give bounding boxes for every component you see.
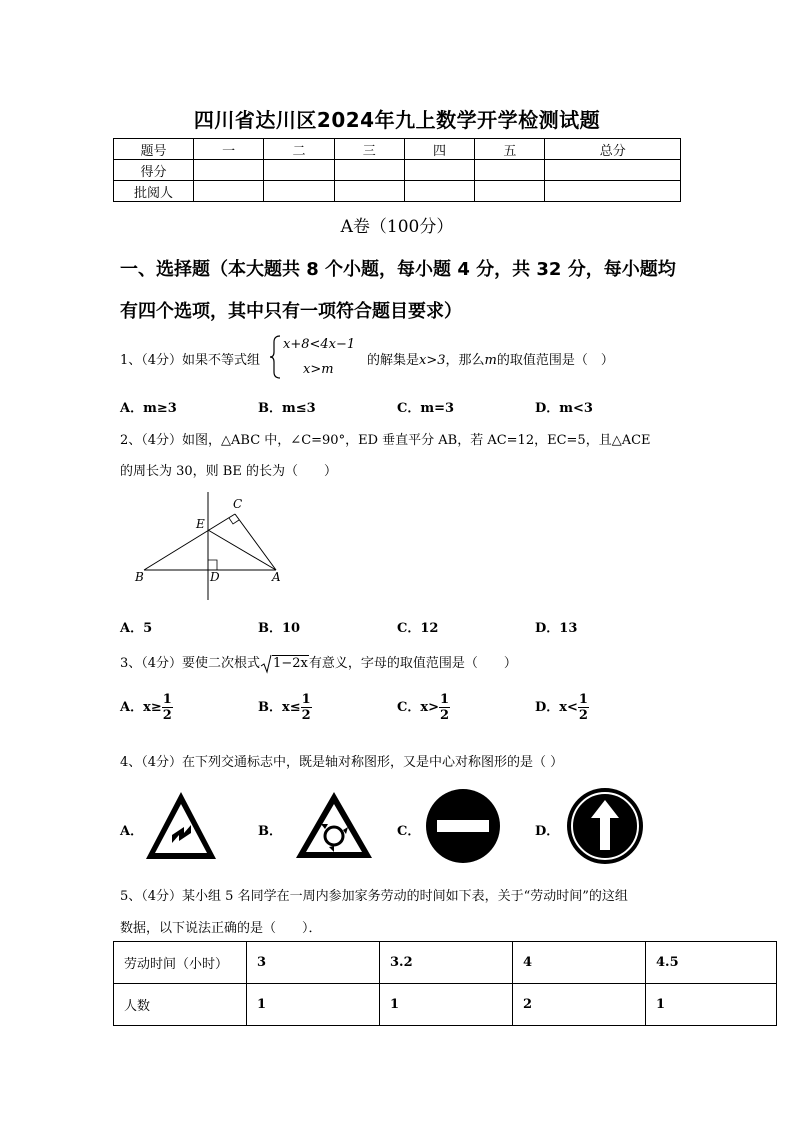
table-cell: 劳动时间（小时） [114,942,247,984]
question-5-line2: 数据，以下说法正确的是（ ）． [120,921,322,936]
table-cell: 3 [247,942,380,984]
no-entry-sign-icon [425,788,501,864]
question-5-line1: 5、（4分）某小组 5 名同学在一周内参加家务劳动的时间如下表，关于“劳动时间”的这组 [120,889,628,904]
table-cell: 二 [264,139,334,160]
table-cell: 人数 [114,984,247,1026]
table-cell: 一 [194,139,264,160]
labor-time-table [113,941,777,1026]
table-cell: 4.5 [646,942,777,984]
table-row [114,942,777,984]
table-cell: 四 [404,139,474,160]
table-row [114,160,681,181]
table-cell: 3.2 [380,942,513,984]
table-cell: 2 [513,984,646,1026]
table-row [114,181,681,202]
label-c: C [233,497,243,511]
q1-option-c[interactable]: C．m=3 [397,401,455,416]
label-a: A [272,570,281,584]
q3-option-a[interactable]: A．x≥ $\frac{1}{2}$ [120,692,172,723]
q2-option-c[interactable]: C．12 [397,621,439,636]
table-cell: 1 [247,984,380,1026]
table-cell: 得分 [114,160,194,181]
system-line-2: x>m [303,362,334,377]
roundabout-sign-icon [294,790,374,862]
table-cell: 总分 [545,139,681,160]
question-2-line2: 的周长为 30，则 BE 的长为（ ） [120,464,337,479]
table-cell: 题号 [114,139,194,160]
system-line-1: x+8<4x−1 [283,337,356,352]
question-3: 3、（4分）要使二次根式 1−2x有意义，字母的取值范围是（ ） [120,652,517,674]
question-2-line1: 2、（4分）如图，△ABC 中，∠C=90°，ED 垂直平分 AB，若 AC=12，EC=5，且△ACE [120,433,651,448]
sqrt-expression: 1−2x [260,654,309,674]
score-table [113,138,681,202]
part1-heading-line2: 有四个选项，其中只有一项符合题目要求） [120,301,462,322]
q1-option-b[interactable]: B．m≤3 [258,401,316,416]
table-cell: 4 [513,942,646,984]
label-d: D [210,570,220,584]
q4-option-b[interactable]: B． [258,824,282,839]
q4-option-d[interactable]: D． [535,824,560,839]
table-cell: 三 [334,139,404,160]
page-title: 四川省达川区2024年九上数学开学检测试题 [193,108,601,132]
q2-option-b[interactable]: B．10 [258,621,301,636]
straight-arrow-sign-icon [566,787,644,865]
brace-icon [268,334,282,380]
q2-option-d[interactable]: D．13 [535,621,578,636]
sqrt-icon [260,654,272,674]
q3-option-c[interactable]: C．x> $\frac{1}{2}$ [397,692,450,723]
q1-option-d[interactable]: D．m<3 [535,401,593,416]
q3-option-d[interactable]: D．x< $\frac{1}{2}$ [535,692,588,723]
part1-heading-line1: 一、选择题（本大题共 8 个小题，每小题 4 分，共 32 分，每小题均 [120,259,676,280]
table-row [114,984,777,1026]
triangle-figure [130,488,290,604]
table-cell: 五 [475,139,545,160]
q3-option-b[interactable]: B．x≤ $\frac{1}{2}$ [258,692,311,723]
q4-option-a[interactable]: A． [120,824,144,839]
warning-zigzag-icon [143,789,219,863]
question-1-suffix: 的解集是x>3，那么m的取值范围是（ ） [367,353,614,368]
label-b: B [135,570,144,584]
question-4: 4、（4分）在下列交通标志中，既是轴对称图形，又是中心对称图形的是（ ） [120,755,564,770]
q1-option-a[interactable]: A．m≥3 [120,401,177,416]
table-row [114,139,681,160]
table-cell: 批阅人 [114,181,194,202]
table-cell: 1 [646,984,777,1026]
question-1: 1、（4分）如果不等式组 [120,353,261,368]
q2-option-a[interactable]: A．5 [120,621,153,636]
section-a-title: A卷（100分） [340,217,454,237]
q4-option-c[interactable]: C． [397,824,421,839]
table-cell: 1 [380,984,513,1026]
label-e: E [196,517,205,531]
